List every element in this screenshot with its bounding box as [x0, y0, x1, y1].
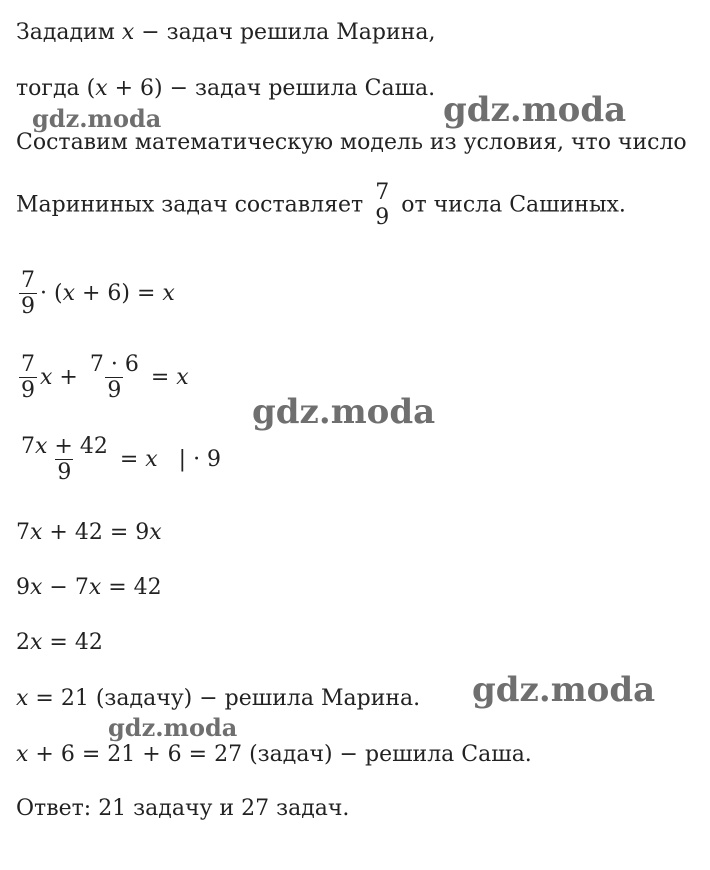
variable: x	[176, 364, 189, 390]
fraction-numerator: 7	[21, 352, 35, 377]
text-segment: = 42	[42, 630, 103, 655]
watermark: gdz.moda	[32, 104, 162, 133]
fraction-numerator: 7	[375, 180, 390, 205]
equation-8	[16, 744, 532, 766]
text-segment: + 6) − задач решила Саша.	[107, 76, 436, 101]
text-segment: =	[112, 446, 146, 472]
equation-4	[16, 522, 162, 544]
text-segment: + 6 = 21 + 6 = 27 (задач) − решила Саша.	[28, 742, 532, 767]
text-line-3: Составим математическую модель из условия, что число	[16, 130, 687, 155]
fraction-denominator: 9	[21, 378, 35, 404]
equation-1	[16, 268, 175, 320]
text-segment: 7	[16, 520, 30, 545]
variable: x	[162, 280, 175, 306]
variable: x	[30, 630, 43, 655]
text-segment: 7	[21, 434, 35, 459]
variable: x	[35, 434, 48, 459]
variable: x	[40, 364, 53, 390]
variable: x	[30, 575, 43, 600]
equation-3	[16, 434, 221, 486]
answer-line: Ответ: 21 задачу и 27 задач.	[16, 796, 350, 821]
text-segment: 9	[16, 575, 30, 600]
text-segment: тогда (	[16, 76, 96, 101]
fraction-numerator: 7 · 6	[89, 352, 139, 377]
watermark: gdz.moda	[443, 90, 627, 130]
equation-5	[16, 577, 162, 599]
fraction	[19, 434, 110, 486]
equation-2	[16, 352, 189, 404]
fraction	[19, 352, 37, 404]
variable: x	[62, 280, 75, 306]
text-segment: = 42	[101, 575, 162, 600]
text-line-2	[16, 78, 435, 100]
text-segment: | · 9	[157, 446, 222, 472]
text-segment: + 42	[47, 434, 108, 459]
variable: x	[16, 742, 29, 767]
watermark: gdz.moda	[252, 392, 436, 432]
text-segment: + 6) =	[75, 280, 163, 306]
fraction-numerator	[19, 434, 110, 459]
text-segment: · (	[40, 280, 63, 306]
text-segment: + 42 = 9	[42, 520, 150, 545]
text-segment: 2	[16, 630, 30, 655]
fraction	[88, 352, 141, 404]
fraction-denominator: 9	[57, 460, 72, 486]
fraction-denominator: 9	[375, 205, 390, 231]
text-segment: Зададим	[16, 20, 122, 45]
equation-7	[16, 688, 420, 710]
text-segment: Марининых задач составляет	[16, 192, 371, 218]
fraction-denominator: 9	[107, 378, 122, 404]
variable: x	[145, 446, 158, 472]
text-line-4	[16, 180, 626, 231]
fraction-numerator: 7	[21, 268, 35, 293]
text-segment: − задач решила Марина,	[134, 20, 436, 45]
text-line-1	[16, 22, 435, 44]
watermark: gdz.moda	[472, 670, 656, 710]
text-segment: от числа Сашиных.	[394, 192, 626, 218]
variable: x	[88, 575, 102, 600]
fraction-denominator: 9	[21, 294, 35, 320]
variable: x	[30, 520, 43, 545]
watermark: gdz.moda	[108, 713, 238, 742]
text-segment: − 7	[42, 575, 89, 600]
variable: x	[149, 520, 162, 545]
variable: x	[95, 76, 108, 101]
text-segment: +	[52, 364, 85, 390]
variable: x	[121, 20, 135, 45]
text-segment: = 21 (задачу) − решила Марина.	[28, 686, 421, 711]
variable: x	[16, 686, 29, 711]
text-segment: =	[143, 364, 177, 390]
fraction	[373, 180, 391, 231]
equation-6	[16, 632, 103, 654]
fraction	[19, 268, 37, 320]
